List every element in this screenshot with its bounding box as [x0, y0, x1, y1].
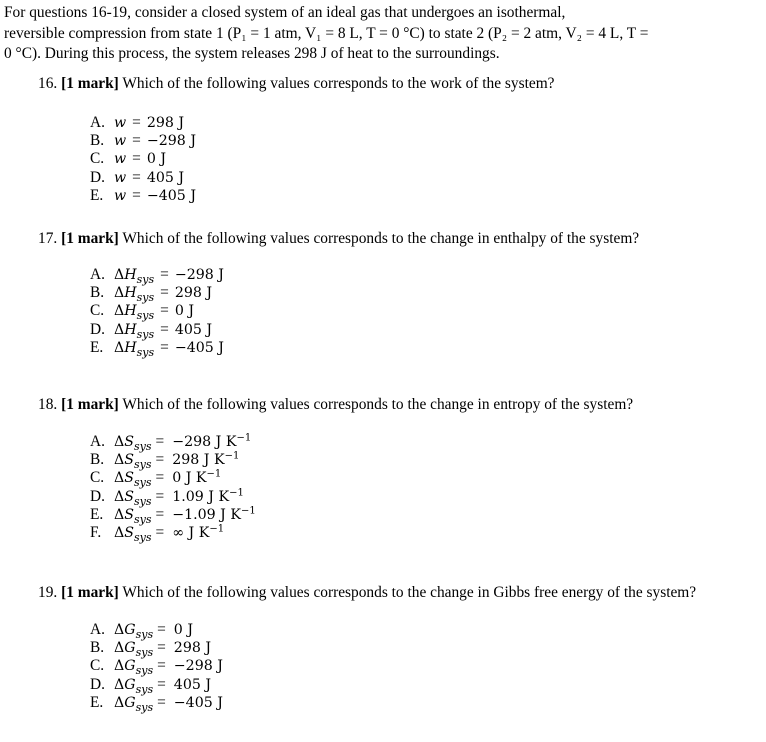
intro-line-2: reversible compression from state 1 (P₁ = 1 atm, V₁ = 8 L, T = 0 °C) to state 2 (P₂ = 2 atm, V₂ = 4 L, T = [4, 24, 649, 42]
option-17-d[interactable]: D. $\Delta H_{sys}$ = 405 J [90, 320, 213, 341]
question-mark-label: [1 mark] [61, 230, 119, 247]
question-17-heading [38, 230, 639, 248]
option-19-a[interactable]: A. $\Delta G_{sys}$ = 0 J [90, 621, 194, 641]
question-18-heading [38, 396, 633, 414]
option-17-a[interactable]: A. $\Delta H_{sys}$ = −298 J [90, 266, 224, 286]
question-number: 17. [38, 230, 58, 247]
option-16-b[interactable]: B. w = −298 J [90, 132, 197, 150]
option-16-a[interactable]: A. w = 298 J [90, 114, 185, 131]
option-16-d[interactable]: D. w = 405 J [90, 168, 185, 186]
question-number: 18. [38, 396, 58, 413]
option-19-b[interactable]: B. $\Delta G_{sys}$ = 298 J [90, 639, 212, 660]
option-17-b[interactable]: B. $\Delta H_{sys}$ = 298 J [90, 284, 213, 305]
question-number: 16. [38, 75, 58, 92]
intro-line-1: For questions 16-19, consider a closed system of an ideal gas that undergoes an isothermal, [4, 4, 566, 21]
option-17-c[interactable]: C. $\Delta H_{sys}$ = 0 J [90, 302, 195, 323]
option-18-e[interactable]: E. $\Delta S_{sys}$ = −1.09 J $K^{-1}$ [90, 505, 256, 526]
question-text: Which of the following values corresponds to the change in entropy of the system? [122, 396, 634, 413]
question-16-options [90, 114, 196, 205]
question-mark-label: [1 mark] [61, 584, 119, 601]
question-19-heading [38, 584, 696, 602]
option-19-e[interactable]: E. $\Delta G_{sys}$ = −405 J [90, 693, 223, 714]
question-19-options [90, 621, 223, 712]
option-16-e[interactable]: E. w = −405 J [90, 186, 197, 204]
intro-line-3: 0 °C). During this process, the system releases 298 J of heat to the surroundings. [4, 45, 500, 62]
question-mark-label: [1 mark] [61, 396, 119, 413]
option-18-d[interactable]: D. $\Delta S_{sys}$ = 1.09 J $K^{-1}$ [90, 486, 244, 508]
option-18-b[interactable]: B. $\Delta S_{sys}$ = 298 J $K^{-1}$ [90, 450, 240, 472]
question-16-heading [38, 75, 555, 93]
option-17-e[interactable]: E. $\Delta H_{sys}$ = −405 J [90, 338, 224, 359]
option-19-d[interactable]: D. $\Delta G_{sys}$ = 405 J [90, 675, 212, 696]
intro-paragraph [4, 3, 760, 65]
question-text: Which of the following values corresponds to the change in Gibbs free energy of the system? [122, 584, 697, 601]
question-18-options [90, 433, 256, 542]
question-17-options [90, 266, 224, 357]
question-text: Which of the following values corresponds to the change in enthalpy of the system? [122, 230, 640, 247]
question-mark-label: [1 mark] [61, 75, 119, 92]
option-18-c[interactable]: C. $\Delta S_{sys}$ = 0 J $K^{-1}$ [90, 468, 222, 490]
option-18-a[interactable]: A. $\Delta S_{sys}$ = −298 J $K^{-1}$ [90, 432, 252, 453]
option-19-c[interactable]: C. $\Delta G_{sys}$ = −298 J [90, 657, 223, 678]
option-18-f[interactable]: F. $\Delta S_{sys}$ = ∞ J $K^{-1}$ [90, 523, 225, 544]
question-text: Which of the following values corresponds to the work of the system? [122, 75, 555, 92]
option-16-c[interactable]: C. w = 0 J [90, 150, 167, 168]
question-number: 19. [38, 584, 58, 601]
